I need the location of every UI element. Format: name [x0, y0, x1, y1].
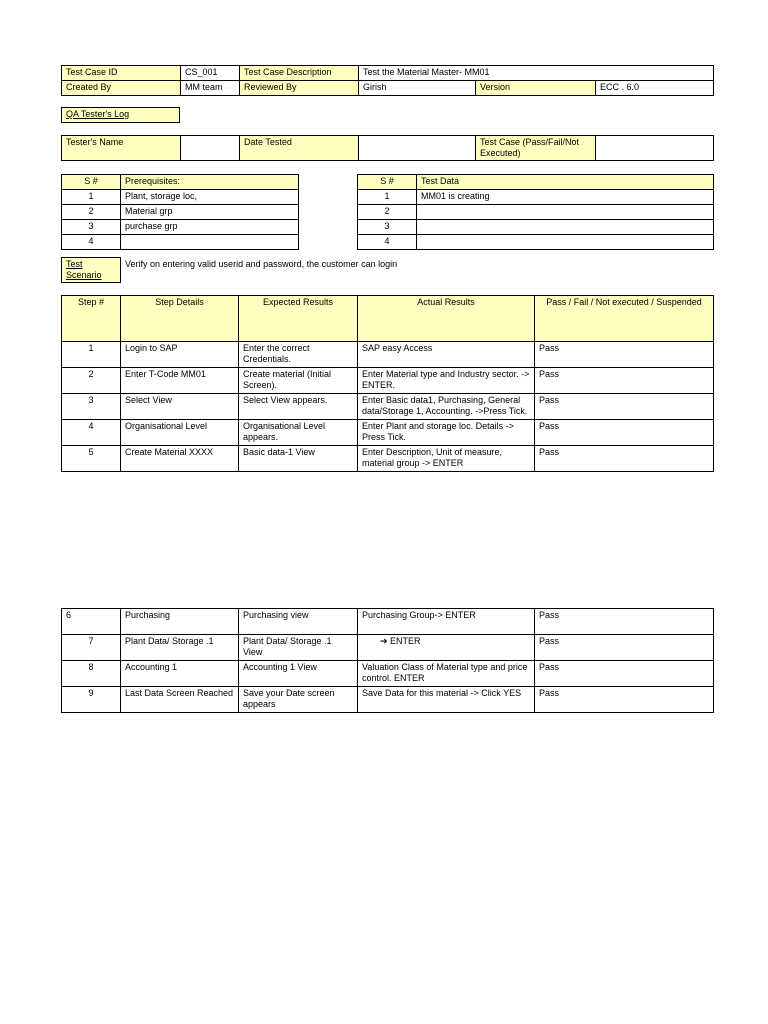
scenario-table	[61, 257, 714, 283]
table-row	[358, 220, 714, 235]
actual-result: Enter Plant and storage loc. Details -> Press Tick.	[358, 420, 535, 446]
actual-results-header: Actual Results	[358, 296, 535, 342]
step-status: Pass	[535, 609, 714, 635]
table-row	[62, 446, 714, 472]
header-table	[61, 65, 714, 96]
testers-name-label: Tester's Name	[62, 136, 181, 161]
reviewed-by-value: Girish	[359, 81, 476, 96]
prereq-number: 1	[62, 190, 121, 205]
step-number: 6	[62, 609, 121, 635]
table-row	[62, 235, 299, 250]
table-row	[62, 220, 299, 235]
test-data-number: 1	[358, 190, 417, 205]
prerequisites-table	[61, 174, 299, 250]
expected-result: Enter the correct Credentials.	[239, 342, 358, 368]
expected-result: Organisational Level appears.	[239, 420, 358, 446]
steps-table	[61, 295, 714, 472]
status-header: Pass / Fail / Not executed / Suspended	[535, 296, 714, 342]
step-status: Pass	[535, 687, 714, 713]
reviewed-by-label: Reviewed By	[240, 81, 359, 96]
description-value: Test the Material Master- MM01	[359, 66, 714, 81]
table-row	[62, 420, 714, 446]
step-number: 1	[62, 342, 121, 368]
table-row	[62, 368, 714, 394]
actual-result: Purchasing Group-> ENTER	[358, 609, 535, 635]
test-data-text	[417, 235, 714, 250]
test-case-result-field	[596, 136, 714, 161]
step-number: 2	[62, 368, 121, 394]
step-number: 5	[62, 446, 121, 472]
test-data-text: MM01 is creating	[417, 190, 714, 205]
table-row	[62, 342, 714, 368]
step-number: 7	[62, 635, 121, 661]
expected-result: Create material (Initial Screen).	[239, 368, 358, 394]
table-row	[358, 190, 714, 205]
step-details: Plant Data/ Storage .1	[121, 635, 239, 661]
actual-result: Save Data for this material -> Click YES	[358, 687, 535, 713]
table-row	[62, 687, 714, 713]
prereq-text: purchase grp	[121, 220, 299, 235]
tester-log-table	[61, 135, 714, 161]
step-status: Pass	[535, 394, 714, 420]
test-case-id-value: CS_001	[181, 66, 240, 81]
step-status: Pass	[535, 420, 714, 446]
actual-result: ➔ ENTER	[358, 635, 535, 661]
actual-result: Enter Material type and Industry sector. -> ENTER.	[358, 368, 535, 394]
qa-log-title: QA Tester's Log	[66, 109, 130, 119]
test-case-result-label: Test Case (Pass/Fail/Not Executed)	[476, 136, 596, 161]
step-status: Pass	[535, 446, 714, 472]
test-data-text	[417, 220, 714, 235]
step-number: 9	[62, 687, 121, 713]
step-details-header: Step Details	[121, 296, 239, 342]
step-number: 4	[62, 420, 121, 446]
test-data-number: 2	[358, 205, 417, 220]
scenario-text: Verify on entering valid userid and password, the customer can login	[125, 258, 398, 269]
expected-result: Purchasing view	[239, 609, 358, 635]
test-case-id-label: Test Case ID	[62, 66, 181, 81]
prereq-text: Material grp	[121, 205, 299, 220]
expected-result: Basic data-1 View	[239, 446, 358, 472]
prereq-number: 3	[62, 220, 121, 235]
table-row	[62, 394, 714, 420]
actual-result: Valuation Class of Material type and price control. ENTER	[358, 661, 535, 687]
prereq-text: Plant, storage loc,	[121, 190, 299, 205]
step-status: Pass	[535, 661, 714, 687]
table-row	[62, 190, 299, 205]
step-details: Purchasing	[121, 609, 239, 635]
table-row	[62, 609, 714, 635]
prereq-header: Prerequisites:	[121, 175, 299, 190]
table-row	[358, 205, 714, 220]
test-data-text	[417, 205, 714, 220]
step-details: Select View	[121, 394, 239, 420]
step-details: Create Material XXXX	[121, 446, 239, 472]
step-number: 8	[62, 661, 121, 687]
version-label: Version	[476, 81, 596, 96]
table-row	[62, 205, 299, 220]
step-status: Pass	[535, 368, 714, 394]
table-row	[62, 635, 714, 661]
prereq-sno-header: S #	[62, 175, 121, 190]
prereq-number: 4	[62, 235, 121, 250]
step-status: Pass	[535, 342, 714, 368]
prereq-text	[121, 235, 299, 250]
date-tested-field	[359, 136, 476, 161]
created-by-label: Created By	[62, 81, 181, 96]
step-details: Login to SAP	[121, 342, 239, 368]
testers-name-field	[181, 136, 240, 161]
version-value: ECC . 6.0	[596, 81, 714, 96]
expected-result: Plant Data/ Storage .1 View	[239, 635, 358, 661]
test-data-header: Test Data	[417, 175, 714, 190]
description-label: Test Case Description	[240, 66, 359, 81]
expected-result: Select View appears.	[239, 394, 358, 420]
step-details: Last Data Screen Reached	[121, 687, 239, 713]
prereq-number: 2	[62, 205, 121, 220]
table-row	[62, 661, 714, 687]
step-details: Organisational Level	[121, 420, 239, 446]
step-number-header: Step #	[62, 296, 121, 342]
expected-results-header: Expected Results	[239, 296, 358, 342]
expected-result: Save your Date screen appears	[239, 687, 358, 713]
step-number: 3	[62, 394, 121, 420]
actual-result: Enter Basic data1, Purchasing, General data/Storage 1, Accounting. ->Press Tick.	[358, 394, 535, 420]
table-row	[358, 235, 714, 250]
created-by-value: MM team	[181, 81, 240, 96]
test-data-number: 4	[358, 235, 417, 250]
step-details: Accounting 1	[121, 661, 239, 687]
test-data-sno-header: S #	[358, 175, 417, 190]
date-tested-label: Date Tested	[240, 136, 359, 161]
step-details: Enter T-Code MM01	[121, 368, 239, 394]
test-data-number: 3	[358, 220, 417, 235]
qa-log-title-table	[61, 107, 180, 123]
scenario-label: Test Scenario	[66, 259, 102, 280]
steps-continued-table	[61, 608, 714, 713]
step-status: Pass	[535, 635, 714, 661]
test-data-table	[357, 174, 714, 250]
expected-result: Accounting 1 View	[239, 661, 358, 687]
actual-result: SAP easy Access	[358, 342, 535, 368]
actual-result: Enter Description, Unit of measure, material group -> ENTER	[358, 446, 535, 472]
